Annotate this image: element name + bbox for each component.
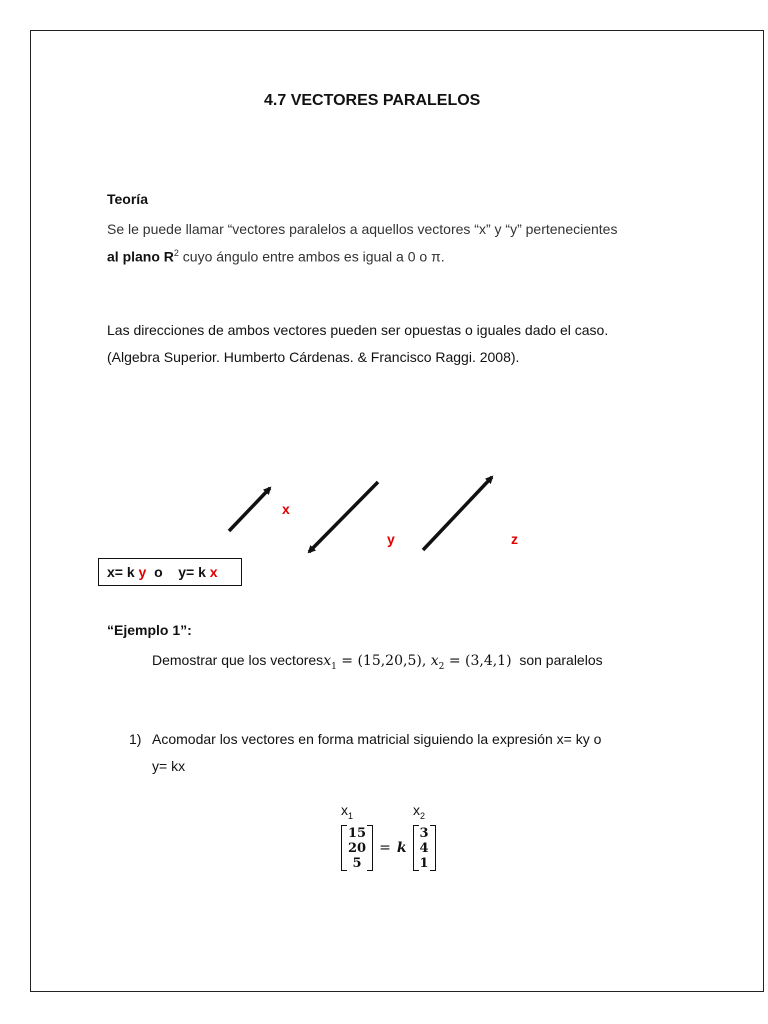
step-1-number: 1) (129, 731, 142, 747)
matrix-equation (341, 825, 436, 871)
ejemplo-prefix: Demostrar que los vectores (152, 652, 324, 668)
left-matrix (347, 826, 367, 871)
vector-y-label: y (387, 531, 395, 547)
teoria-plane-label: al plano R (107, 248, 174, 265)
matrix-k: k (396, 840, 407, 856)
matrix-label-x2-symbol: x (413, 802, 420, 818)
right-matrix-close-bracket (430, 825, 436, 871)
formula-y: y (138, 564, 147, 580)
teoria-plane-exponent: 2 (173, 248, 179, 258)
x1-symbol: x (323, 653, 332, 669)
teoria-line-1: Se le puede llamar “vectores paralelos a aquellos vectores “x” y “y” pertenecientes (107, 221, 618, 237)
x2-subscript: 2 (438, 661, 445, 672)
matrix-equals: = (379, 840, 391, 856)
right-matrix-entry: 3 (419, 825, 429, 841)
vector-x-label: x (282, 501, 290, 517)
right-matrix-entry: 1 (419, 855, 429, 871)
x1-value: = (15,20,5), (336, 653, 431, 669)
vector-x-arrow (229, 488, 270, 531)
matrix-label-x1 (341, 802, 353, 821)
left-matrix-entry: 15 (348, 825, 367, 841)
page-title: 4.7 VECTORES PARALELOS (264, 92, 481, 109)
parallel-formula-box (98, 558, 242, 586)
x1-subscript: 1 (331, 661, 337, 672)
ejemplo-suffix: son paralelos (511, 652, 603, 668)
formula-part-2: o y= k (146, 564, 210, 580)
right-matrix-entry: 4 (419, 840, 429, 856)
x2-value: = (3,4,1) (444, 653, 512, 669)
direcciones-line-2: (Algebra Superior. Humberto Cárdenas. & Francisco Raggi. 2008). (107, 349, 520, 365)
x2-symbol: x (430, 653, 439, 669)
left-matrix-entry: 20 (348, 840, 367, 856)
left-matrix-entry: 5 (352, 855, 362, 871)
matrix-label-x2-subscript: 2 (420, 810, 426, 821)
formula-x: x (209, 564, 218, 580)
left-matrix-close-bracket (367, 825, 373, 871)
ejemplo-statement (152, 652, 603, 672)
step-1-line-1: Acomodar los vectores en forma matricial siguiendo la expresión x= ky o (152, 731, 602, 747)
teoria-line-2-rest: cuyo ángulo entre ambos es igual a 0 o π. (178, 248, 445, 265)
formula-part-1: x= k (107, 564, 139, 580)
vector-y-arrow (309, 482, 378, 552)
teoria-heading: Teoría (107, 191, 148, 207)
vector-z-arrow (423, 477, 492, 550)
step-1-line-2: y= kx (152, 758, 186, 774)
matrix-label-x1-symbol: x (341, 802, 348, 818)
matrix-label-x1-subscript: 1 (348, 810, 354, 821)
direcciones-line-1: Las direcciones de ambos vectores pueden ser opuestas o iguales dado el caso. (107, 322, 609, 338)
matrix-label-x2 (413, 802, 425, 821)
ejemplo-heading: “Ejemplo 1”: (107, 622, 192, 638)
right-matrix (419, 826, 430, 871)
vector-z-label: z (511, 531, 518, 547)
